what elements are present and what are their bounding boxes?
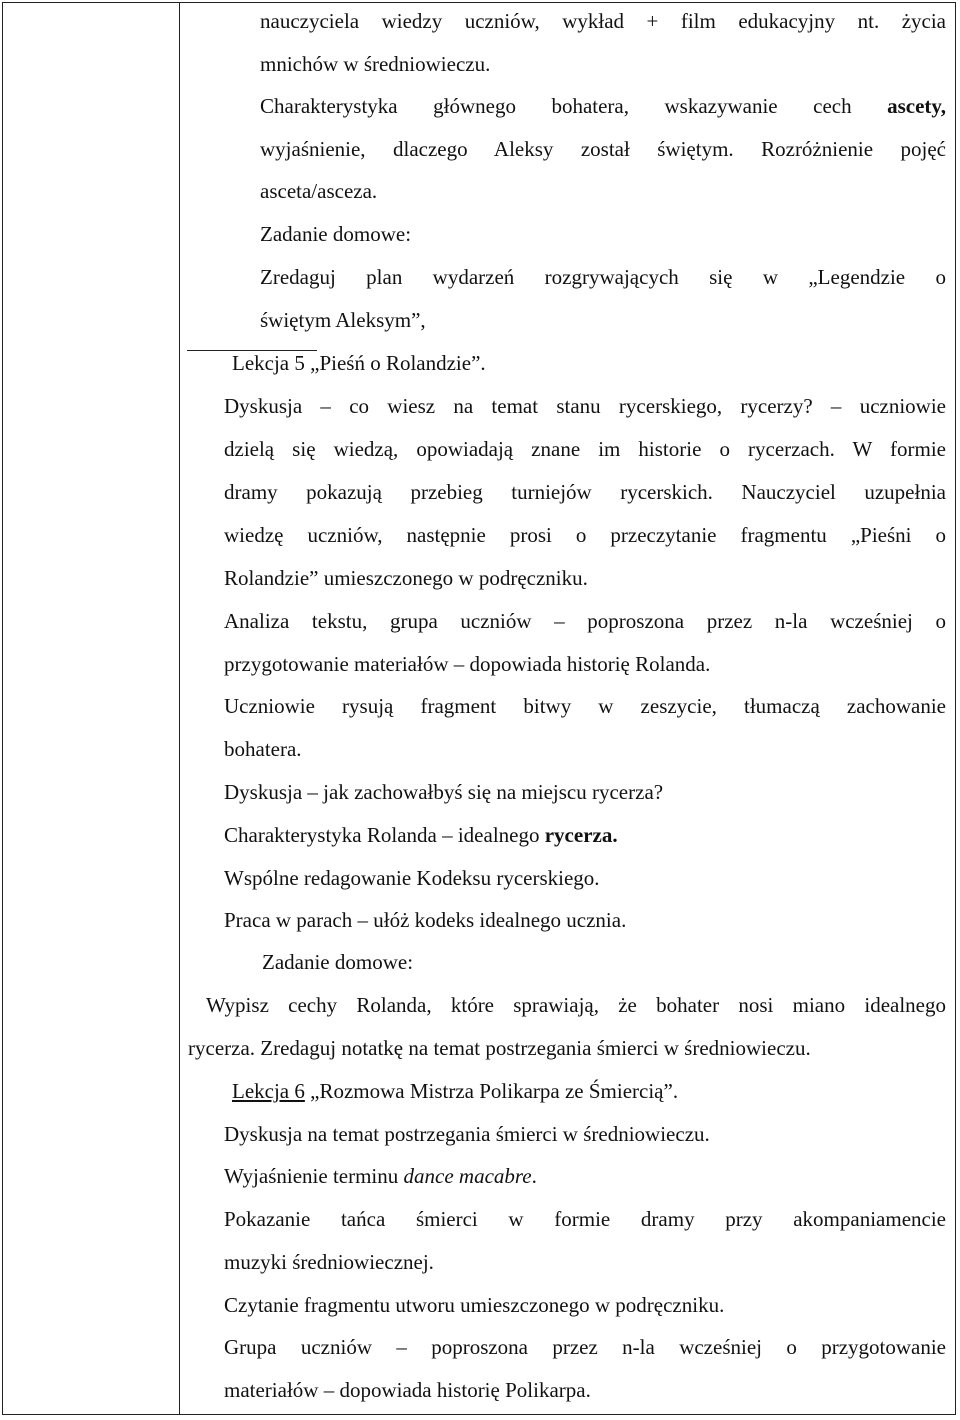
text-line: Rolandzie” umieszczonego w podręczniku.	[224, 566, 588, 590]
lesson-number: Lekcja 6	[232, 1079, 305, 1103]
text-line: Analiza tekstu, grupa uczniów – poproszona przez n-la wcześniej o	[224, 609, 946, 633]
text-line: Uczniowie rysują fragment bitwy w zeszycie, tłumaczą zachowanie	[224, 694, 946, 718]
text-line	[224, 822, 946, 848]
homework-heading: Zadanie domowe:	[260, 222, 412, 246]
text-line: rycerza. Zredaguj notatkę na temat postrzegania śmierci w średniowieczu.	[188, 1036, 811, 1060]
text-line: wiedzę uczniów, następnie prosi o przeczytanie fragmentu „Pieśni o	[224, 523, 946, 547]
text-line: Zredaguj plan wydarzeń rozgrywających się w „Legendzie o	[260, 265, 946, 289]
text-line: przygotowanie materiałów – dopowiada historię Rolanda.	[224, 652, 711, 676]
text-line: Dyskusja – co wiesz na temat stanu rycerskiego, rycerzy? – uczniowie	[224, 394, 946, 418]
text-line: Pokazanie tańca śmierci w formie dramy przy akompaniamencie	[224, 1207, 946, 1231]
text-span: .	[531, 1164, 537, 1188]
text-line: Czytanie fragmentu utworu umieszczonego w podręczniku.	[224, 1293, 725, 1317]
homework-heading: Zadanie domowe:	[262, 950, 414, 974]
text-span: Charakterystyka Rolanda – idealnego	[224, 823, 540, 847]
text-line: Dyskusja – jak zachowałbyś się na miejscu rycerza?	[224, 780, 664, 804]
text-line: asceta/asceza.	[260, 179, 378, 203]
lesson-heading: Lekcja 5 „Pieśń o Rolandzie”.	[232, 351, 486, 375]
text-line: dzielą się wiedzą, opowiadają znane im historie o rycerzach. W formie	[224, 437, 946, 461]
lesson-title: „Rozmowa Mistrza Polikarpa ze Śmiercią”.	[304, 1079, 679, 1103]
text-line: nauczyciela wiedzy uczniów, wykład + film edukacyjny nt. życia	[260, 9, 946, 33]
text-line	[260, 93, 946, 119]
text-line: wyjaśnienie, dlaczego Aleksy został świętym. Rozróżnienie pojęć	[260, 137, 946, 161]
text-span: Charakterystyka głównego bohatera, wskazywanie cech	[260, 94, 852, 118]
text-line: muzyki średniowiecznej.	[224, 1250, 434, 1274]
italic-term: dance macabre	[403, 1164, 532, 1188]
text-line	[224, 1163, 946, 1189]
text-line: materiałów – dopowiada historię Polikarpa.	[224, 1378, 591, 1402]
text-line: bohatera.	[224, 737, 302, 761]
bold-term: ascety,	[887, 94, 947, 118]
text-line: Grupa uczniów – poproszona przez n-la wcześniej o przygotowanie	[224, 1335, 946, 1359]
text-line: dramy pokazują przebieg turniejów rycerskich. Nauczyciel uzupełnia	[224, 480, 946, 504]
text-line: mnichów w średniowieczu.	[260, 52, 491, 76]
text-line: Praca w parach – ułóż kodeks idealnego ucznia.	[224, 908, 627, 932]
text-span: Wyjaśnienie terminu	[224, 1164, 404, 1188]
text-line: Wypisz cechy Rolanda, które sprawiają, że bohater nosi miano idealnego	[206, 993, 946, 1017]
column-divider	[179, 3, 180, 1414]
text-line: Dyskusja na temat postrzegania śmierci w średniowieczu.	[224, 1122, 710, 1146]
lesson-heading	[232, 1078, 678, 1104]
text-line: Wspólne redagowanie Kodeksu rycerskiego.	[224, 866, 600, 890]
bold-term: rycerza.	[544, 823, 618, 847]
text-line: świętym Aleksym”,	[260, 308, 426, 332]
